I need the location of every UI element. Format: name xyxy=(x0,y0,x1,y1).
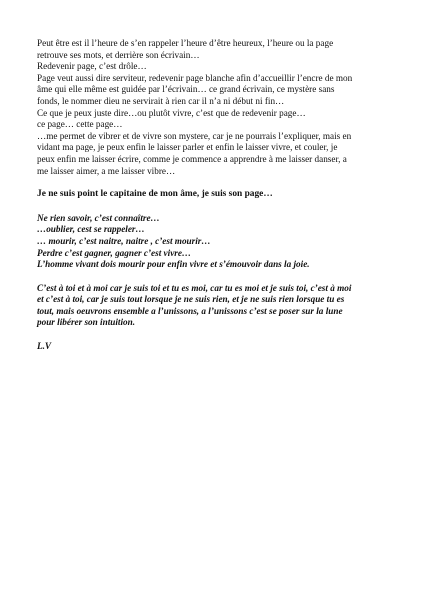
closing-paragraph xyxy=(37,283,392,329)
text-line: âme qui elle même est guidée par l’écrivain… ce grand écrivain, ce mystère sans xyxy=(37,84,335,95)
poem-line: L’homme vivant dois mourir pour enfin vivre et s’émouvoir dans la joie. xyxy=(37,259,310,270)
poem-line: Ne rien savoir, c’est connaître… xyxy=(37,212,160,223)
closing-line: C’est à toi et à moi car je suis toi et tu es moi, car tu es moi et je suis toi, c’est à moi xyxy=(37,282,352,293)
text-line: Ce que je peux juste dire…ou plutôt vivre, c’est que de redevenir page… xyxy=(37,107,306,118)
poem-line: …oublier, cest se rappeler… xyxy=(37,224,145,235)
poem-line: … mourir, c’est naitre, naitre , c’est mourir… xyxy=(37,235,211,246)
closing-line: pour libérer son intuition. xyxy=(37,317,136,328)
text-line: Redevenir page, c’est drôle… xyxy=(37,61,147,72)
text-line: …me permet de vibrer et de vivre son mystere, car je ne pourrais l’expliquer, mais en xyxy=(37,130,352,141)
poem-line: Perdre c’est gagner, gagner c’est vivre… xyxy=(37,247,192,258)
signature: L.V xyxy=(37,341,52,352)
poem-stanza xyxy=(37,213,392,271)
text-line: ce page… cette page… xyxy=(37,119,123,130)
text-line: Peut être est il l’heure de s’en rappeler l’heure d’être heureux, l’heure ou la page xyxy=(37,38,334,48)
document-body xyxy=(37,38,392,353)
text-line: Page veut aussi dire serviteur, redevenir page blanche afin d’accueillir l’encre de mon xyxy=(37,72,353,83)
text-line: fonds, le nommer dieu ne servirait à rien car il n’a ni début ni fin… xyxy=(37,95,285,106)
text-line: me laisser aimer, a me laisser vibre… xyxy=(37,165,176,176)
text-line: retrouve ses mots, et derrière son écrivain… xyxy=(37,49,200,60)
text-line: vidant ma page, je peux enfin le laisser parler et enfin le laisser vivre, et couler, je xyxy=(37,142,338,153)
text-line: peux enfin me laisser écrire, comme je commence a apprendre à me laisser danser, a xyxy=(37,153,347,164)
heading-line: Je ne suis point le capitaine de mon âme, je suis son page… xyxy=(37,189,273,200)
closing-line: et c’est à toi, car je suis tout lorsque je ne suis rien, et je ne suis rien lorsque tu es xyxy=(37,294,345,305)
closing-line: tout, mais oeuvrons ensemble a l’unissons, a l’unissons c’est se poser sur la lune xyxy=(37,305,343,316)
intro-paragraph xyxy=(37,38,392,177)
